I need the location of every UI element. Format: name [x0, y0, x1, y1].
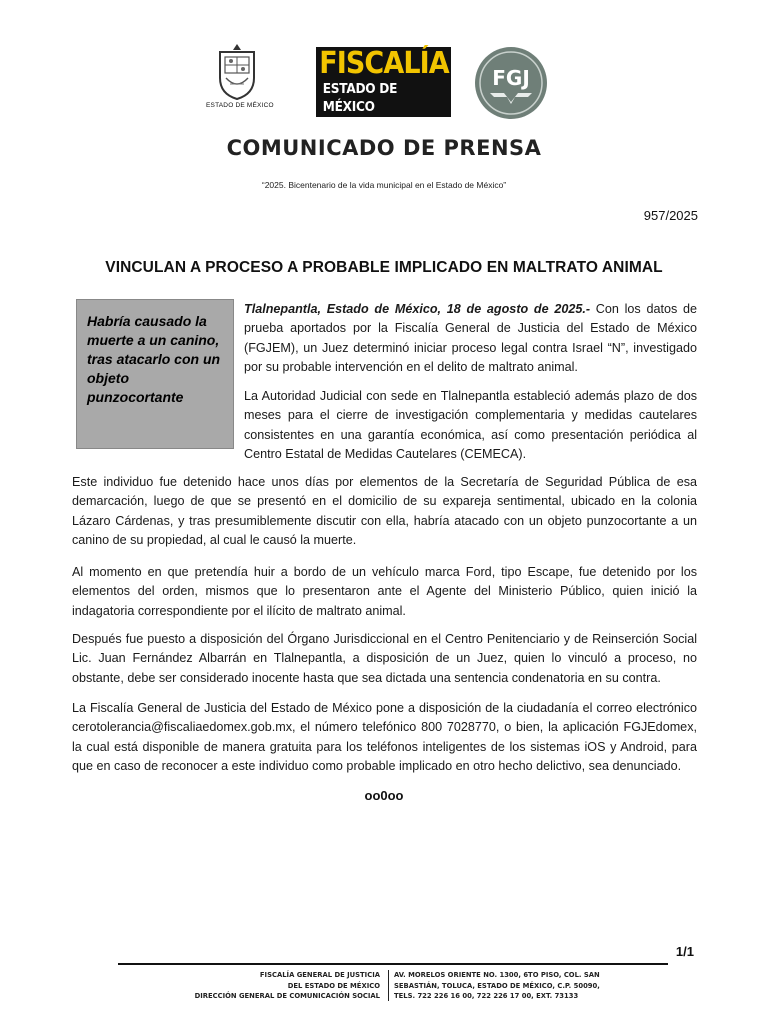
slogan: “2025. Bicentenario de la vida municipal en el Estado de México” [261, 180, 507, 190]
press-release-title: COMUNICADO DE PRENSA [226, 136, 542, 160]
fiscalia-logo [316, 47, 451, 117]
coat-of-arms-icon [216, 44, 258, 100]
release-number: 957/2025 [643, 208, 698, 223]
fgj-seal-icon [474, 46, 548, 120]
footer-address-line: AV. MORELOS ORIENTE NO. 1300, 6TO PISO, COL. SAN [394, 971, 600, 979]
callout-text: Habría causado la muerte a un canino, tras atacarlo con un objeto punzocortante [87, 313, 221, 405]
callout-box [76, 299, 234, 449]
edomex-label: ESTADO DE MÉXICO [206, 102, 274, 109]
fgj-logo [474, 46, 548, 125]
footer-address [394, 970, 674, 1002]
footer-org-line: FISCALÍA GENERAL DE JUSTICIA [259, 971, 380, 979]
paragraph-3: Este individuo fue detenido hace unos días por elementos de la Secretaría de Seguridad Pública de esa demarcación, luego de que se presentó en el domicilio de su expareja sentimental, ubicado en la colonia Lázaro Cárdenas, y tras presumiblemente discutir con ella, habría atacado con un objeto punzocortante a un canino de su propiedad, al cual le causó la muerte. [72, 475, 697, 547]
footer-org [100, 970, 380, 1002]
footer-divider [388, 970, 389, 1001]
footer-address-line: SEBASTIÁN, TOLUCA, ESTADO DE MÉXICO, C.P. 50090, [394, 981, 600, 990]
paragraph-1 [244, 300, 697, 377]
paragraph-1-text: Con los datos de prueba aportados por la Fiscalía General de Justicia del Estado de México (FGJEM), un Juez determinó iniciar proceso legal contra Israel “N”, investigado por su probable intervención en el delito de maltrato animal. [244, 302, 697, 374]
paragraph-2: La Autoridad Judicial con sede en Tlalnepantla estableció además plazo de dos meses para el cierre de investigación complementaria y medidas cautelares consistentes en una garantía económica, así como presentación periódica al Centro Estatal de Medidas Cautelares (CEMECA). [244, 389, 697, 461]
footer-org-line: DEL ESTADO DE MÉXICO [287, 981, 380, 990]
footer-org-line: DIRECCIÓN GENERAL DE COMUNICACIÓN SOCIAL [194, 992, 380, 1000]
estado-de-mexico-logo [206, 44, 274, 109]
fiscalia-logo-main-text: FISCALÍA [318, 46, 449, 81]
dateline: Tlalnepantla, Estado de México, 18 de agosto de 2025.- [244, 302, 591, 316]
paragraph-6: La Fiscalía General de Justicia del Estado de México pone a disposición de la ciudadanía el correo electrónico cerotolerancia@fiscaliaedomex.gob.mx, el número telefónico 800 7028770, o bien, la aplicación FGJEdomex, la cual está disponible de manera gratuita para los teléfonos inteligentes de los sistemas iOS y Android, para que en caso de reconocer a este individuo como probable implicado en otro hecho delictivo, sea denunciado. [72, 701, 697, 773]
footer-address-line: TELS. 722 226 16 00, 722 226 17 00, EXT. 73133 [394, 992, 579, 1000]
closing-mark: oo0oo [364, 788, 404, 803]
fgj-logo-text: FGJ [492, 66, 530, 90]
footer-rule [118, 963, 668, 965]
paragraph-4: Al momento en que pretendía huir a bordo de un vehículo marca Ford, tipo Escape, fue detenido por los elementos del orden, mismos que lo presentaron ante el Agente del Ministerio Público, quien inició la indagatoria correspondiente por el ilícito de maltrato animal. [72, 565, 697, 618]
fiscalia-logo-sub-text: ESTADO DE MÉXICO [322, 81, 398, 115]
logo-bar [0, 44, 768, 124]
paragraph-5: Después fue puesto a disposición del Órgano Jurisdiccional en el Centro Penitenciario y de Reinserción Social Lic. Juan Fernández Albarrán en Tlalnepantla, a disposición de un Juez, quien lo vinculó a proceso, no obstante, debe ser considerado inocente hasta que sea dictada una sentencia condenatoria en su contra. [72, 632, 697, 685]
page-number: 1/1 [675, 944, 694, 959]
headline: VINCULAN A PROCESO A PROBABLE IMPLICADO EN MALTRATO ANIMAL [105, 259, 663, 276]
